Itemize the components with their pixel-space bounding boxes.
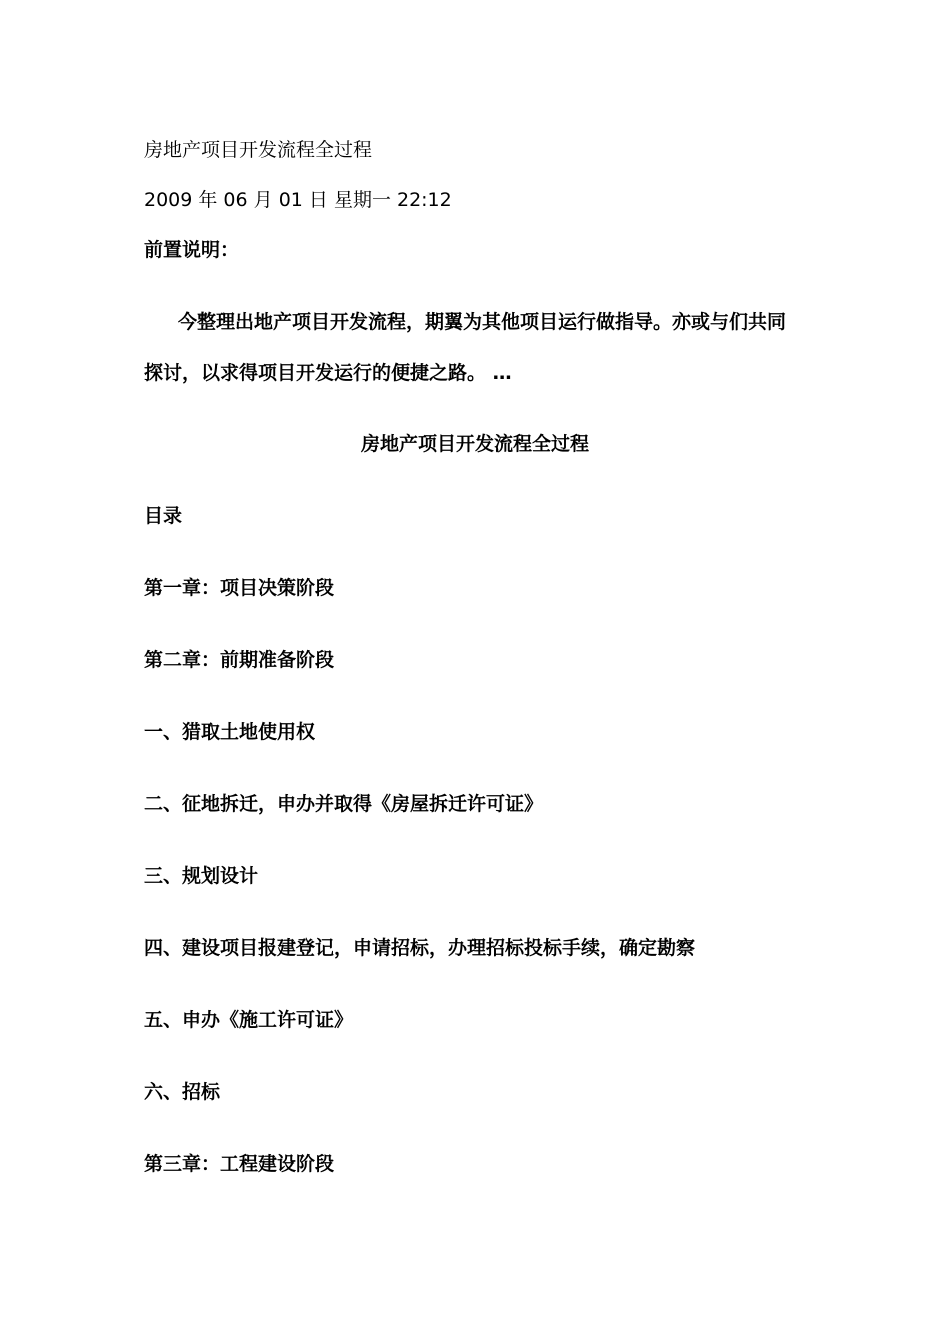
preface-line-2: 探讨，以求得项目开发运行的便捷之路。 …	[144, 362, 512, 384]
toc-item: 六、招标	[144, 1081, 221, 1103]
center-title: 房地产项目开发流程全过程	[360, 433, 589, 455]
toc-heading: 目录	[144, 505, 183, 527]
toc-item: 五、申办《施工许可证》	[144, 1009, 354, 1031]
toc-item: 第二章：前期准备阶段	[144, 649, 335, 671]
post-datetime: 2009 年 06 月 01 日 星期一 22:12	[144, 189, 452, 211]
document-title: 房地产项目开发流程全过程	[144, 139, 373, 161]
preface-heading: 前置说明：	[144, 239, 240, 261]
toc-item: 二、征地拆迁，申办并取得《房屋拆迁许可证》	[144, 793, 544, 815]
toc-item: 一、猎取土地使用权	[144, 721, 316, 743]
toc-item: 第三章：工程建设阶段	[144, 1153, 335, 1175]
toc-item: 三、规划设计	[144, 865, 259, 887]
toc-item: 四、建设项目报建登记，申请招标，办理招标投标手续，确定勘察	[144, 937, 696, 959]
toc-item: 第一章：项目决策阶段	[144, 577, 335, 599]
preface-line-1: 今整理出地产项目开发流程，期翼为其他项目运行做指导。亦或与们共同	[178, 311, 787, 333]
